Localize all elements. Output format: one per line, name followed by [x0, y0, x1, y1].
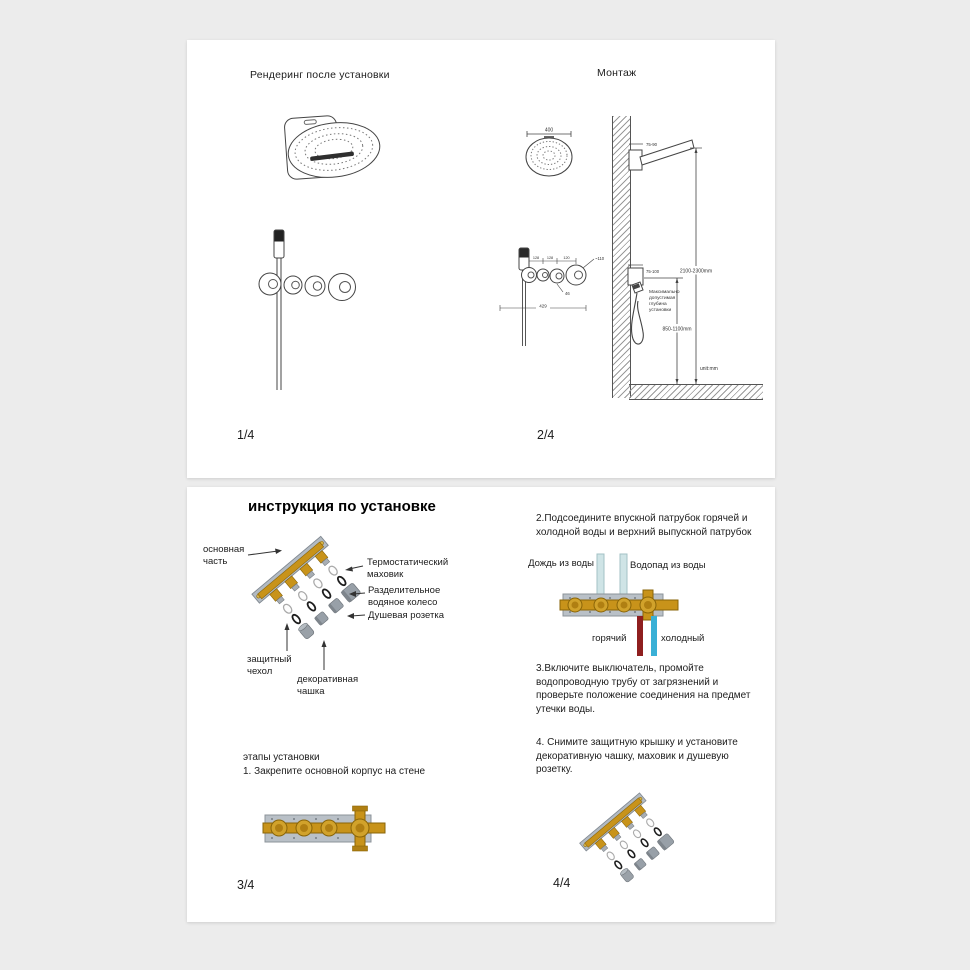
- steps-title: этапы установки: [243, 752, 320, 763]
- hot-pipe: [637, 616, 643, 656]
- arrow-thermostatic-handle: [345, 563, 365, 573]
- label-protective-cover: защитный чехол: [247, 654, 292, 678]
- page2-title: Монтаж: [597, 67, 637, 79]
- page1-title: Рендеринг после установки: [250, 69, 390, 81]
- label-rain-pipe: Дождь из воды: [528, 558, 594, 569]
- dim-line-head-height: [678, 148, 714, 384]
- cold-pipe: [651, 616, 657, 656]
- rain-shower-head-drawing: [272, 112, 387, 187]
- arrow-diverter-wheel: [349, 589, 367, 599]
- page3-number: 3/4: [237, 878, 255, 892]
- max-depth-note: Максимально допустимая глубина установки: [649, 290, 680, 313]
- dim-head-width: 400: [544, 127, 554, 134]
- dim-knob-diameter: ~110: [595, 256, 605, 261]
- label-hot-pipe: горячий: [592, 633, 627, 644]
- label-cold-pipe: холодный: [661, 633, 705, 644]
- step-4-text: 4. Снимите защитную крышку и установите декоративную чашку, маховик и душевую розетку.: [536, 737, 738, 775]
- dim-head-depth: 75-90: [646, 142, 657, 147]
- label-waterfall-pipe: Водопад из воды: [630, 560, 706, 571]
- dim-valve-height: 850-1100mm: [662, 326, 692, 333]
- dim-spacing-2: 128: [546, 256, 554, 260]
- label-decorative-cup: декоративная чашка: [297, 674, 359, 698]
- head-side-view: [629, 140, 694, 170]
- page2-number: 2/4: [537, 428, 555, 442]
- unit-label: unit:mm: [700, 366, 718, 372]
- page4-number: 4/4: [553, 876, 571, 890]
- step-3-text: 3.Включите выключатель, промойте водопроводную трубу от загрязнений и проверьте положение соединения на предмет утечки воды.: [536, 663, 751, 715]
- label-main-body: основная часть: [203, 544, 245, 568]
- label-diverter-wheel: Разделительное водяное колесо: [368, 585, 441, 609]
- exploded-valve-diagram-small: [578, 784, 678, 883]
- dim-spacing-3: 120: [563, 256, 570, 260]
- valve-body-figure: [263, 806, 388, 852]
- manual-sheet-bottom: [187, 487, 775, 922]
- arrow-decorative-cup: [320, 640, 330, 672]
- label-thermostatic-handle: Термостатический маховик: [367, 557, 449, 581]
- page1-number: 1/4: [237, 428, 255, 442]
- step-2-text: 2.Подсоедините впускной патрубок горячей и холодной воды и верхний выпускной патрубок: [536, 513, 752, 538]
- trim-front-view: [500, 248, 605, 346]
- montage-drawing: [490, 108, 775, 418]
- dim-head-height: 2100-2300mm: [679, 268, 713, 275]
- exploded-valve-diagram: [250, 526, 365, 640]
- arrow-shower-outlet: [347, 611, 367, 621]
- dim-spacing-1: 128: [532, 256, 540, 260]
- head-top-view: [526, 128, 572, 177]
- manual-sheet-top: [187, 40, 775, 478]
- install-title: инструкция по установке: [248, 498, 436, 515]
- dim-valve-depth: 75-100: [646, 269, 660, 274]
- arrow-protective-cover: [283, 623, 293, 653]
- dim-offset: 46: [565, 291, 570, 296]
- hand-shower-trim-drawing: [250, 228, 370, 393]
- arrow-main-body: [248, 547, 284, 559]
- label-shower-outlet: Душевая розетка: [368, 610, 444, 621]
- dim-total-width: 429: [539, 303, 547, 309]
- step-1-text: 1. Закрепите основной корпус на стене: [243, 766, 426, 777]
